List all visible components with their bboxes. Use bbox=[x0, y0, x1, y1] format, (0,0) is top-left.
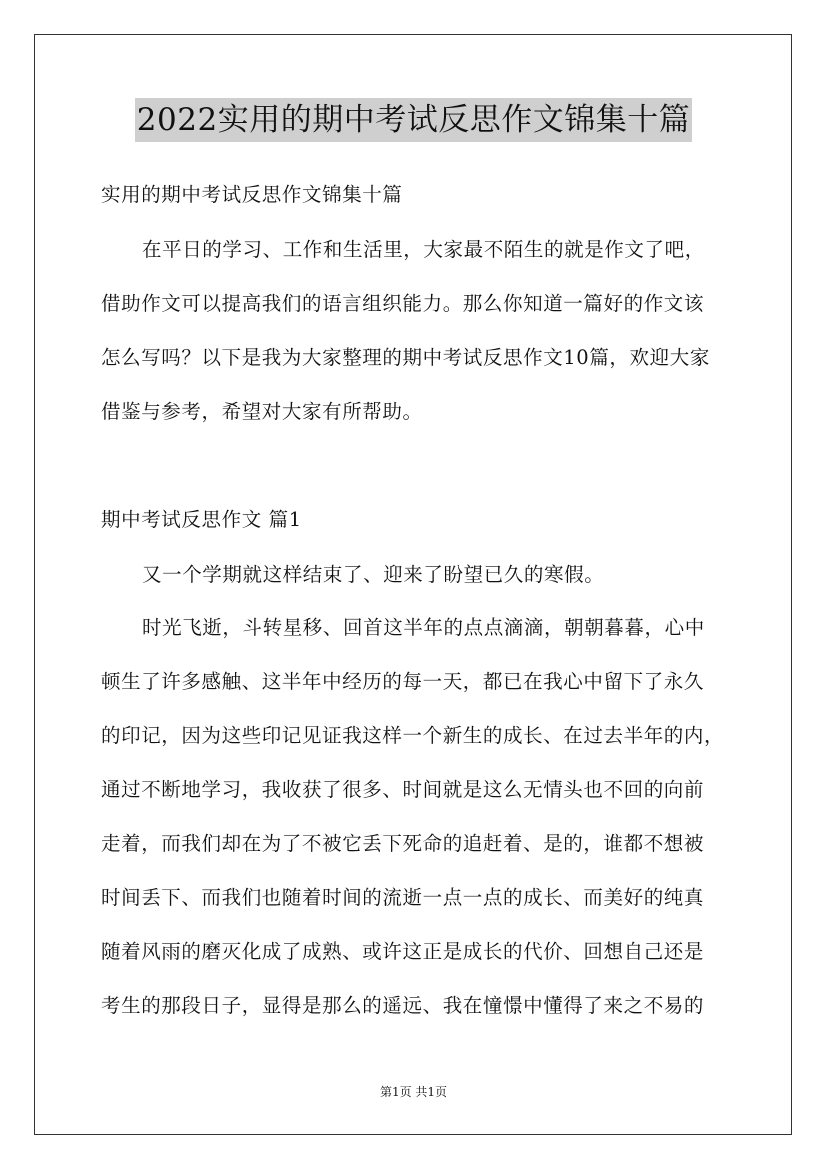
intro-line-3: 怎么写吗？以下是我为大家整理的期中考试反思作文10篇，欢迎大家 bbox=[101, 346, 710, 369]
paragraph-2-line-2: 顿生了许多感触、这半年中经历的每一天，都已在我心中留下了永久 bbox=[101, 670, 705, 693]
intro-line-2: 借助作文可以提高我们的语言组织能力。那么你知道一篇好的作文该 bbox=[101, 292, 705, 315]
paragraph-2-line-3: 的印记，因为这些印记见证我这样一个新生的成长、在过去半年的内， bbox=[101, 724, 725, 747]
section-heading: 期中考试反思作文 篇1 bbox=[101, 508, 302, 531]
page-footer: 第1页 共1页 bbox=[379, 1085, 448, 1099]
paragraph-2-line-4: 通过不断地学习，我收获了很多、时间就是这么无情头也不回的向前 bbox=[101, 778, 705, 801]
intro-line-1: 在平日的学习、工作和生活里，大家最不陌生的就是作文了吧， bbox=[142, 238, 705, 261]
title-container bbox=[0, 98, 827, 142]
paragraph-2-line-1: 时光飞逝，斗转星移、回首这半年的点点滴滴，朝朝暮暮，心中 bbox=[142, 616, 705, 639]
paragraph-2-line-7: 随着风雨的磨灭化成了成熟、或许这正是成长的代价、回想自己还是 bbox=[101, 940, 705, 963]
document-title: 2022实用的期中考试反思作文锦集十篇 bbox=[135, 98, 692, 142]
paragraph-1: 又一个学期就这样结束了、迎来了盼望已久的寒假。 bbox=[142, 563, 605, 586]
document-subtitle: 实用的期中考试反思作文锦集十篇 bbox=[101, 183, 403, 206]
paragraph-2-line-8: 考生的那段日子，显得是那么的遥远、我在憧憬中懂得了来之不易的 bbox=[101, 994, 705, 1017]
paragraph-2-line-5: 走着，而我们却在为了不被它丢下死命的追赶着、是的，谁都不想被 bbox=[101, 832, 705, 855]
intro-line-4: 借鉴与参考，希望对大家有所帮助。 bbox=[101, 400, 423, 423]
paragraph-2-line-6: 时间丢下、而我们也随着时间的流逝一点一点的成长、而美好的纯真 bbox=[101, 886, 705, 909]
